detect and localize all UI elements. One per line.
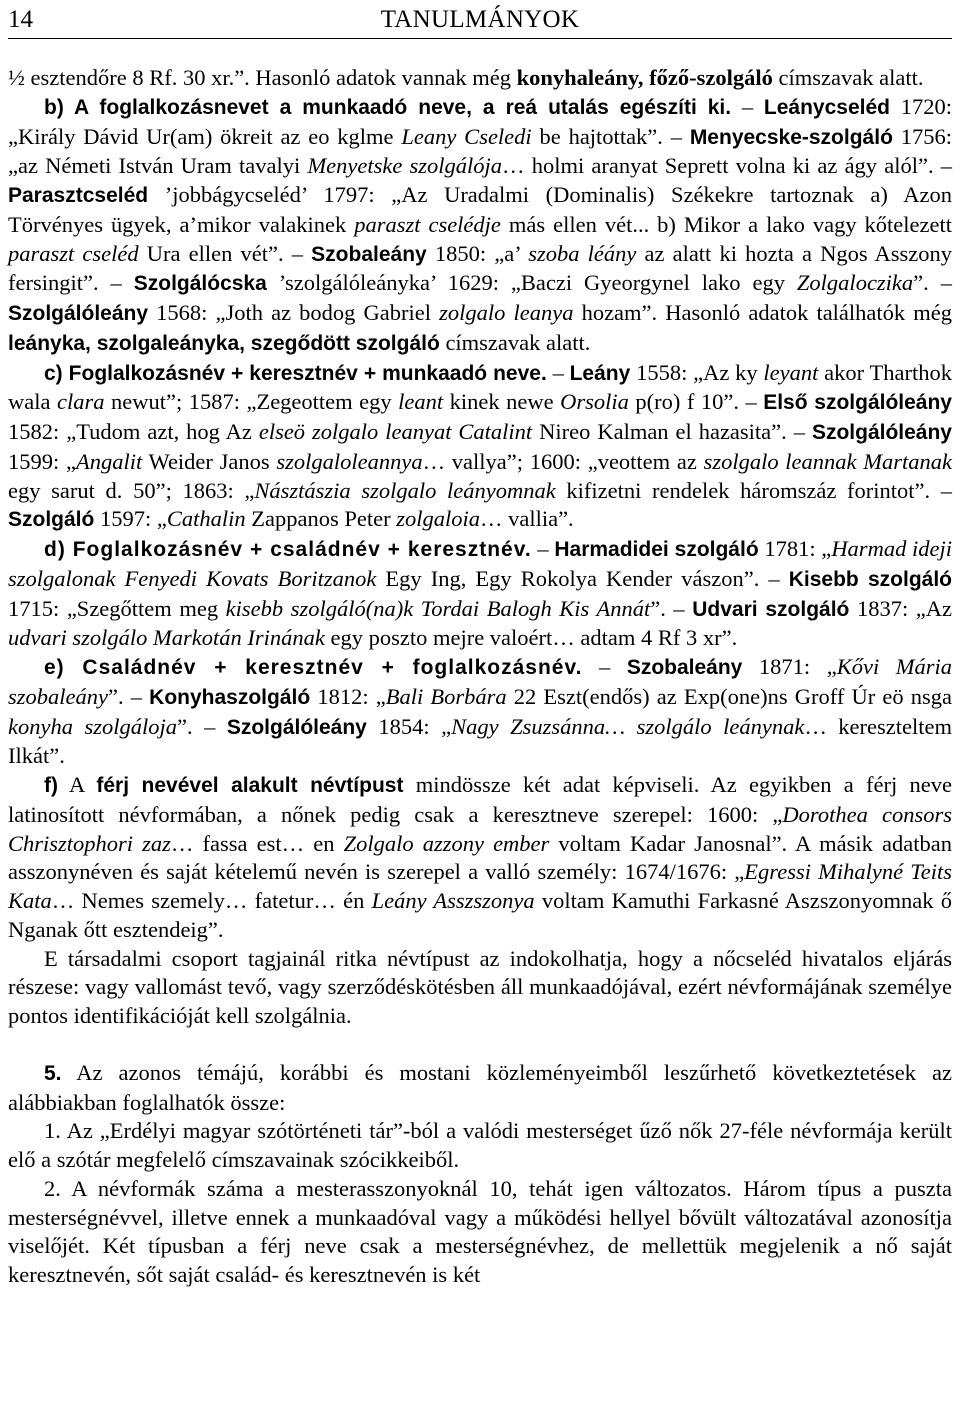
text-run: 1781: „ bbox=[758, 536, 832, 561]
text-run: mindössze két adat képviseli. Az egyikben a férj neve latinosított névformában, a nőnek pedig csak a keresztneve szerepel: 1600: „ bbox=[8, 772, 952, 827]
paragraph-section-e bbox=[8, 653, 952, 771]
italic-quote: elseö zolgalo leanyat Catalint bbox=[258, 419, 533, 444]
italic-quote: paraszt cseléd bbox=[8, 240, 139, 266]
italic-quote: Nagy Zsuzsánna… szolgálo leánynak bbox=[451, 713, 805, 739]
text-run: 1568: „Joth az bodog Gabriel bbox=[148, 300, 440, 325]
bold-term: konyhaleány, főző-szolgáló bbox=[516, 65, 773, 90]
headword: Parasztcseléd bbox=[8, 184, 149, 207]
headword: Leánycseléd bbox=[763, 95, 890, 119]
text-run: … Nemes szemely… fatetur… én bbox=[51, 888, 372, 913]
text-run: – bbox=[731, 93, 764, 119]
text-run: az alatt ki hozta a Ngos Asszony fersingit”. – bbox=[8, 240, 952, 296]
italic-quote: Menyetske szolgálója bbox=[307, 153, 503, 179]
text-run: ”. – bbox=[176, 713, 227, 739]
paragraph-intro bbox=[8, 64, 952, 93]
headword: Szobaleány bbox=[626, 656, 743, 679]
text-run: akor Tharthok wala bbox=[8, 359, 952, 415]
italic-quote: Cathalin bbox=[166, 506, 246, 532]
headword: e) Családnév + keresztnév + foglalkozásnév. bbox=[44, 656, 583, 679]
paragraph-conclusion-5 bbox=[8, 1059, 952, 1118]
italic-quote: leant bbox=[398, 389, 444, 415]
text-run: A bbox=[58, 772, 97, 797]
paragraph-section-c bbox=[8, 359, 952, 536]
text-run: 1. Az „Erdélyi magyar szótörténeti tár”-ból a valódi mesterséget űző nők 27-féle névformája került elő a szótár megfelelő címszavainak szócikkeiből. bbox=[8, 1118, 952, 1172]
text-run: Weider Janos bbox=[142, 448, 277, 474]
text-run: más ellen vét... b) Mikor a lako vagy kőtelezett bbox=[500, 211, 952, 237]
text-run: ’szolgálóleányka’ 1629: „Baczi Gyeorgynel lako egy bbox=[266, 270, 797, 296]
text-run: – bbox=[531, 536, 555, 561]
text-run: 1812: „ bbox=[310, 683, 386, 709]
headword: Konyhaszolgáló bbox=[149, 685, 311, 709]
italic-quote: Harmad ideji szolgalonak Fenyedi Kovats Boritzanok bbox=[8, 536, 953, 591]
text-run: 1715: „Szegőttem meg bbox=[8, 595, 226, 621]
headword: 5. bbox=[44, 1061, 62, 1085]
text-run: … kereszteltem Ilkát”. bbox=[8, 713, 952, 769]
italic-quote: Egressi Mihalyné Teits Kata bbox=[8, 859, 952, 913]
headword: Szolgáló bbox=[8, 508, 95, 532]
italic-quote: paraszt cselédje bbox=[354, 211, 501, 237]
text-run: hozam”. Hasonló adatok találhatók még bbox=[573, 300, 953, 325]
text-run: 1558: „Az ky bbox=[630, 359, 764, 385]
italic-quote: leyant bbox=[763, 359, 819, 385]
italic-quote: Násztászia szolgalo leányomnak bbox=[254, 477, 556, 503]
text-run: voltam Kadar Janosnal”. A másik adatban asszonynéven és saját kételemű nevén is szerepel a valló személy: 1674/1676: „ bbox=[8, 830, 952, 885]
text-run: 2. A névformák száma a mesterasszonyoknál 10, tehát igen változatos. Három típus a puszta mesterségnévvel, illetve ennek a munkaadóval vagy a működési hellyel bővült változatával azonosítja viselőjét. Két típusban a férj neve csak a mesterségnévhez, de mellettük megjelenik a nő saját keresztnevén, sőt saját család- és keresztnevén is két bbox=[8, 1175, 952, 1287]
headword: b) A foglalkozásnevet a munkaadó neve, a reá utalás egészíti ki. bbox=[44, 95, 732, 119]
text-run: kinek newe bbox=[443, 389, 561, 415]
paragraph-point-2 bbox=[8, 1175, 952, 1290]
text-run: Az azonos témájú, korábbi és mostani közleményeimből leszűrhető következtetések az alábbiakban foglalhatók össze: bbox=[8, 1059, 952, 1115]
page-number: 14 bbox=[8, 6, 33, 33]
headword: d) Foglalkozásnév + családnév + keresztnév. bbox=[44, 538, 532, 561]
paragraph-section-d bbox=[8, 535, 952, 653]
italic-quote: zolgaloia bbox=[396, 506, 480, 532]
text-run: 1756: „az Németi István Uram tavalyi bbox=[8, 123, 952, 179]
paragraph-section-f bbox=[8, 771, 952, 945]
italic-quote: Leany Cseledi bbox=[401, 123, 532, 149]
paragraph-point-1 bbox=[8, 1117, 952, 1175]
article-body bbox=[8, 64, 952, 1290]
text-run: be hajtottak”. – bbox=[531, 123, 690, 149]
page-header bbox=[8, 4, 952, 39]
text-run: Egy Ing, Egy Rokolya Kender vászon”. – bbox=[376, 565, 789, 591]
italic-quote: zolgalo leanya bbox=[439, 300, 574, 325]
section-gap bbox=[8, 1031, 952, 1059]
paragraph-social-group bbox=[8, 945, 952, 1031]
italic-quote: Bali Borbára bbox=[385, 683, 507, 709]
italic-quote: udvari szolgálo Markotán Irinának bbox=[8, 625, 325, 651]
headword: Harmadidei szolgáló bbox=[554, 538, 759, 561]
text-run: 1597: „ bbox=[94, 506, 167, 532]
text-run: 1582: „Tudom azt, hog Az bbox=[8, 419, 259, 444]
italic-quote: szolgaloleannya bbox=[276, 448, 423, 474]
italic-quote: Zolgaloczika bbox=[796, 270, 914, 296]
headword: Szobaleány bbox=[311, 242, 427, 266]
italic-quote: Angalit bbox=[75, 448, 143, 474]
text-run: Nireo Kalman el hazasita”. – bbox=[532, 419, 812, 444]
headword: Szolgálóleány bbox=[811, 421, 952, 444]
text-run: Ura ellen vét”. – bbox=[138, 240, 312, 266]
text-run: ”. – bbox=[913, 270, 952, 296]
text-run: címszavak alatt. bbox=[772, 65, 924, 90]
text-run: 1871: „ bbox=[742, 654, 837, 679]
text-run: – bbox=[582, 654, 627, 679]
text-run: ½ esztendőre 8 Rf. 30 xr.”. Hasonló adatok vannak még bbox=[8, 65, 517, 90]
text-run: … vallia”. bbox=[479, 506, 574, 532]
text-run: voltam Kamuthi Farkasné Aszszonyomnak ő Nganak őtt esztendeig”. bbox=[8, 888, 952, 942]
text-run: ”. – bbox=[650, 595, 693, 621]
italic-quote: kisebb szolgáló(na)k Tordai Balogh Kis Annát bbox=[225, 595, 651, 621]
headword: Menyecske-szolgáló bbox=[689, 125, 893, 149]
text-run: E társadalmi csoport tagjainál ritka névtípust az indokolhatja, hogy a nőcseléd hivatalos eljárás részese: vagy vallomást tevő, vagy szerződéskötésben áll munkaadójával, ezért névformájának személye pontos identifikációját kell szolgálnia. bbox=[8, 945, 952, 1028]
text-run: egy sarut d. 50”; 1863: „ bbox=[8, 477, 255, 503]
italic-quote: szolgalo leannak Martanak bbox=[703, 448, 952, 474]
text-run: 1850: „a’ bbox=[426, 240, 529, 266]
text-run: egy poszto mejre valoért… adtam 4 Rf 3 xr”. bbox=[324, 625, 738, 651]
headword: Szolgálócska bbox=[133, 272, 267, 296]
text-run: 1599: „ bbox=[8, 448, 76, 474]
headword: Első szolgálóleány bbox=[763, 391, 952, 415]
text-run: p(ro) f 10”. – bbox=[628, 389, 764, 415]
text-run: 1837: „Az bbox=[849, 595, 953, 621]
headword: f) bbox=[44, 774, 58, 797]
italic-quote: Zolgalo azzony ember bbox=[343, 830, 550, 856]
headword: Szolgálóleány bbox=[226, 715, 367, 739]
text-run: newut”; 1587: „Zegeottem egy bbox=[104, 389, 399, 415]
text-run: 22 Eszt(endős) az Exp(one)ns Groff Úr eö nsga bbox=[506, 683, 952, 709]
headword: Kisebb szolgáló bbox=[788, 567, 953, 591]
italic-quote: Dorothea consors Chrisztophori zaz bbox=[8, 801, 952, 856]
text-run: címszavak alatt. bbox=[439, 329, 591, 355]
italic-quote: konyha szolgáloja bbox=[8, 713, 177, 739]
text-run: Zappanos Peter bbox=[245, 506, 397, 532]
text-run: – bbox=[546, 359, 570, 385]
headword: c) Foglalkozásnév + keresztnév + munkaadó neve. bbox=[44, 361, 547, 385]
paragraph-section-b bbox=[8, 93, 952, 359]
text-run: 1720: „Király Dávid Ur(am) ökreit az eo kglme bbox=[8, 93, 953, 149]
headword: Udvari szolgáló bbox=[692, 597, 850, 621]
italic-quote: szoba léány bbox=[528, 240, 637, 266]
running-head: TANULMÁNYOK bbox=[380, 6, 580, 33]
headword: férj nevével alakult névtípust bbox=[96, 774, 404, 797]
italic-quote: Orsolia bbox=[560, 389, 629, 415]
italic-quote: Kővi Mária szobaleány bbox=[8, 654, 952, 709]
text-run: … fassa est… en bbox=[170, 830, 344, 856]
italic-quote: clara bbox=[56, 389, 105, 415]
text-run: ”. – bbox=[108, 683, 150, 709]
headword: Szolgálóleány bbox=[8, 302, 149, 325]
text-run: … holmi aranyat Seprett volna ki az ágy alól”. – bbox=[502, 153, 952, 179]
text-run: … vallya”; 1600: „veottem az bbox=[422, 448, 704, 474]
headword: leányka, szolgaleányka, szegődött szolgáló bbox=[8, 331, 440, 355]
headword: Leány bbox=[569, 361, 631, 385]
text-run: ’jobbágycseléd’ 1797: „Az Uradalmi (Dominalis) Székekre tartoznak a) Azon Törvényes ügyek, a’mikor valakinek bbox=[8, 182, 952, 237]
italic-quote: Leány Asszszonya bbox=[371, 888, 535, 913]
text-run: 1854: „ bbox=[366, 713, 452, 739]
text-run: kifizetni rendelek háromszáz forintot”. – bbox=[555, 477, 952, 503]
